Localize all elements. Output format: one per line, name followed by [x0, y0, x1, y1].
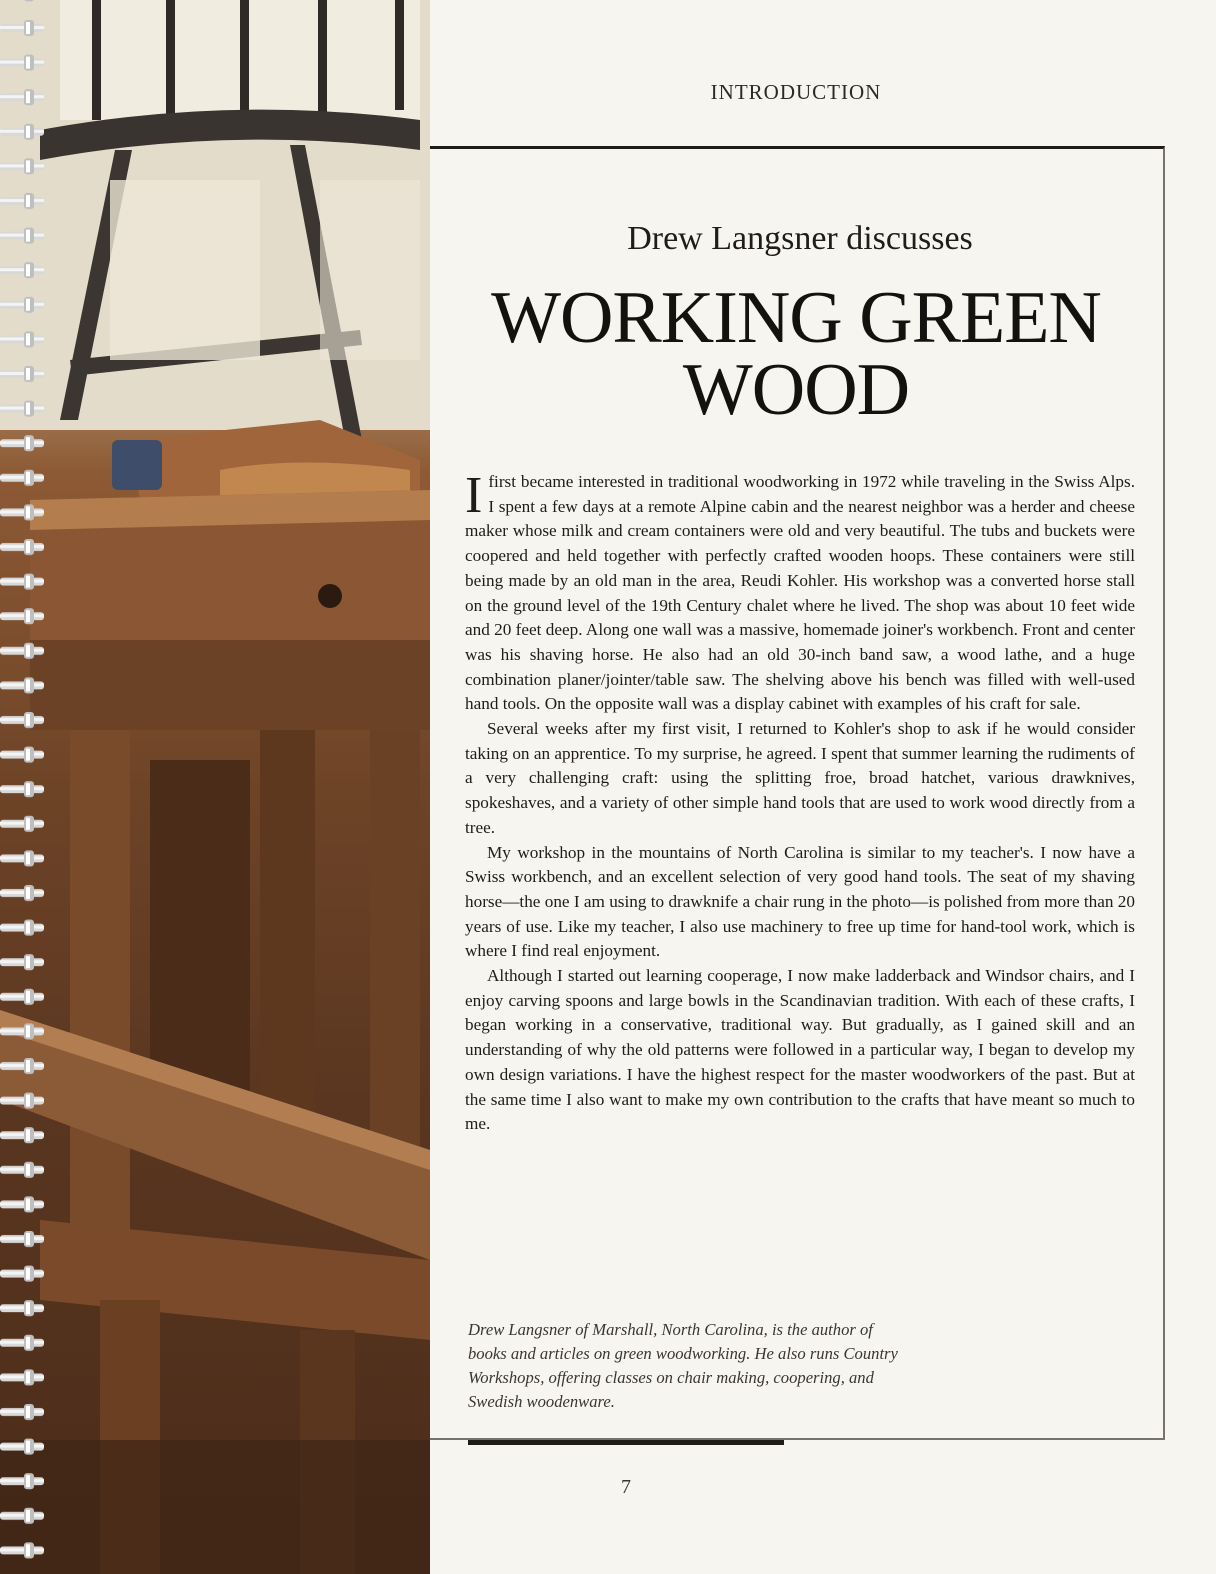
body-paragraph: Several weeks after my first visit, I returned to Kohler's shop to ask if he would consider taking on an apprentice. To my surprise, he agreed. I spent that summer learning the rudiments of a very challenging craft: using the splitting froe, broad hatchet, various drawknives, spokeshaves, and a variety of other simple hand tools that are used to work wood directly from a tree. [465, 719, 1135, 837]
spiral-binding [0, 0, 52, 1574]
workshop-photo [0, 0, 430, 1574]
body-paragraph: Although I started out learning cooperage, I now make ladderback and Windsor chairs, and I enjoy carving spoons and large bowls in the Scandinavian tradition. With each of these crafts, I began working in a conservative, traditional way. But gradually, as I gained skill and an understanding of why the old patterns were followed in a particular way, I began to develop my own design variations. I have the highest respect for the master woodworkers of the past. But at the same time I also want to make my own contribution to the crafts that have meant so much to me. [465, 966, 1135, 1134]
paragraph-text: first became interested in traditional woodworking in 1972 while traveling in the Swiss Alps. I spent a few days at a remote Alpine cabin and the nearest neighbor was a herder and cheese maker whose milk and cream containers were old and very beautiful. The tubs and buckets were coopered and held together with perfectly crafted wooden hoops. These containers were still being made by an old man in the area, Reudi Kohler. His workshop was a converted horse stall on the ground level of the 19th Century chalet where he lived. The shop was about 10 feet wide and 20 feet deep. Along one wall was a massive, homemade joiner's workbench. Front and center was his shaving horse. He also had an old 30-inch band saw, a wood lathe, and a huge combination planer/jointer/table saw. The shelving above his bench was filled with well-used hand tools. On the opposite wall was a display cabinet with examples of his craft for sale. [465, 472, 1135, 714]
author-bio: Drew Langsner of Marshall, North Carolina, is the author of books and articles on green woodworking. He also runs Country Workshops, offering classes on chair making, coopering, and Swedish woodenware. [468, 1320, 898, 1411]
article-kicker: Drew Langsner discusses [627, 220, 973, 257]
drop-cap: I [465, 467, 483, 524]
page-number: 7 [621, 1476, 631, 1498]
article-headline: WORKING GREEN WOOD [491, 277, 1101, 431]
body-paragraph [465, 467, 1135, 717]
body-paragraph: My workshop in the mountains of North Carolina is similar to my teacher's. I now have a Swiss workbench, and an excellent selection of very good hand tools. The seat of my shaving horse—the one I am using to drawknife a chair rung in the photo—is polished from more than 20 years of use. Like my teacher, I also use machinery to free up time for hand-tool work, which is where I find real enjoyment. [465, 842, 1135, 961]
workshop-photo-illustration [0, 0, 430, 1574]
article-body [465, 467, 1135, 1137]
section-label: INTRODUCTION [710, 80, 882, 104]
frame-foot-rule [468, 1440, 784, 1445]
